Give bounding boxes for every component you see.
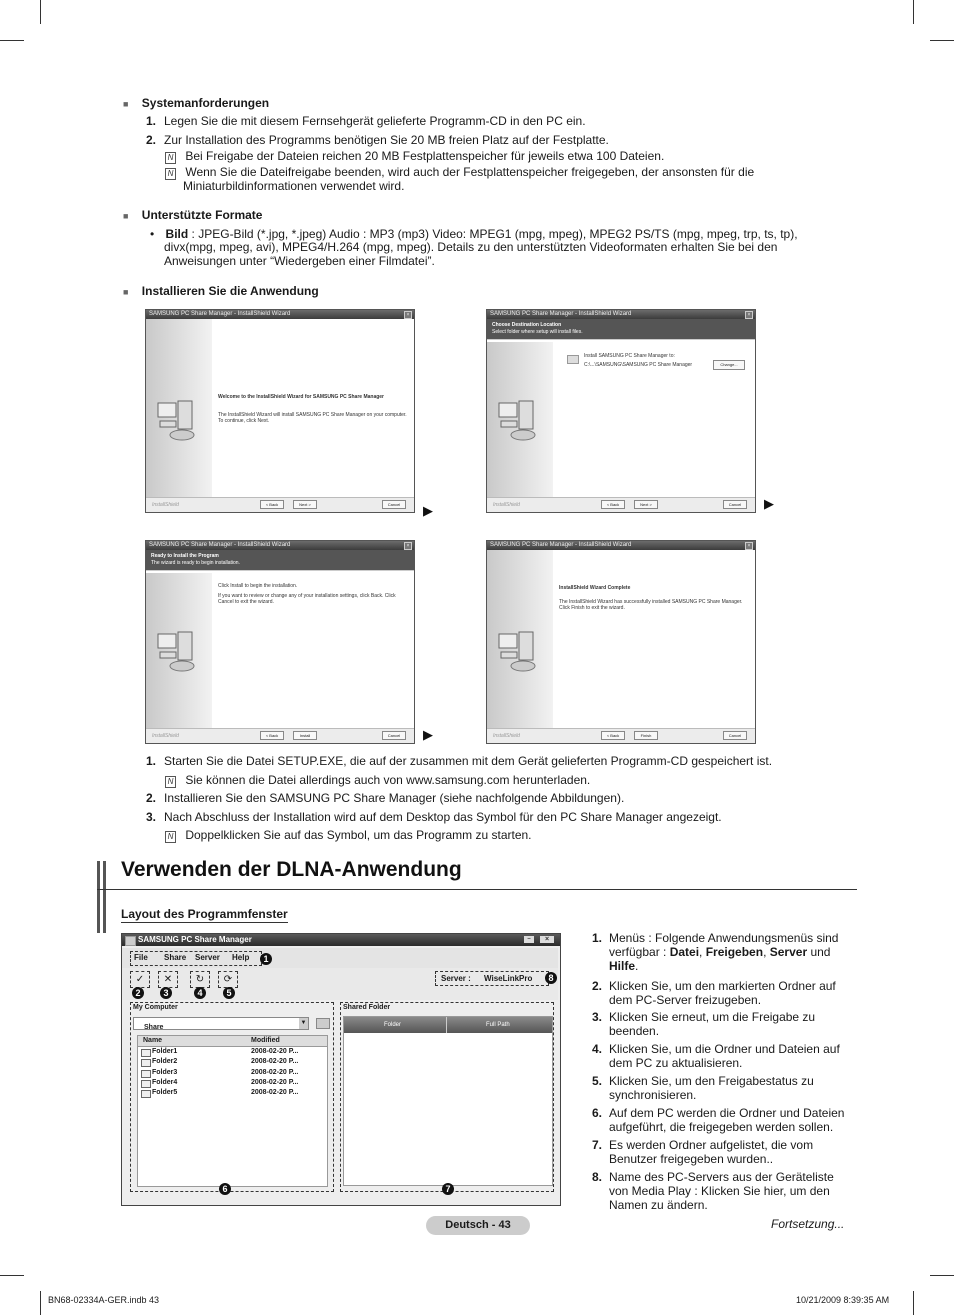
square-bullet-icon: ■ — [123, 287, 129, 297]
cancel-button[interactable]: Cancel — [382, 731, 406, 740]
column-modified[interactable]: Modified — [251, 1037, 280, 1044]
arrow-right-icon: ▶ — [423, 503, 433, 518]
note-icon: N — [165, 168, 176, 180]
finish-button[interactable]: Finish — [634, 731, 658, 740]
back-button[interactable]: < Back — [260, 731, 284, 740]
title-bar-accent — [97, 861, 100, 933]
arrow-right-icon: ▶ — [423, 727, 433, 742]
note-icon: N — [165, 152, 176, 164]
minimize-icon[interactable]: – — [524, 936, 534, 943]
footer-file: BN68-02334A-GER.indb 43 — [48, 1295, 160, 1305]
column-full-path[interactable]: Full Path — [486, 1022, 510, 1028]
installshield-logo: InstallShield — [152, 733, 179, 739]
format-line: divx(mpg, mpeg, avi), MPEG4/H.264 (mpg, mpeg). Details zu den unterstützten Videoformaten erhalten Sie bei den — [164, 240, 778, 254]
callout-4: 4 — [194, 987, 206, 999]
wizard-path: C:\...\SAMSUNG\SAMSUNG PC Share Manager — [584, 362, 693, 368]
app-icon — [125, 936, 136, 946]
app-titlebar: SAMSUNG PC Share Manager – × — [122, 934, 560, 946]
description-item: 8. Name des PC-Servers aus der Geräteliste von Media Play : Klicken Sie hier, um den Namen zu ändern. — [592, 1170, 834, 1212]
folder-modified: 2008-02-20 P... — [251, 1089, 299, 1097]
crop-mark — [40, 0, 41, 24]
list-item: 3. Nach Abschluss der Installation wird auf dem Desktop das Symbol für den PC Share Manager angezeigt. — [146, 810, 722, 824]
wizard-footer — [487, 497, 755, 512]
section-heading: ■ Installieren Sie die Anwendung — [123, 284, 319, 298]
table-row[interactable] — [138, 1068, 327, 1078]
table-row[interactable] — [138, 1057, 327, 1067]
crop-mark — [0, 40, 24, 41]
computer-icon — [154, 628, 200, 674]
folder-modified: 2008-02-20 P... — [251, 1048, 299, 1055]
format-line: • Bild : JPEG-Bild (*.jpg, *.jpeg) Audio : MP3 (mp3) Video: MPEG1 (mpg, mpeg), MPEG2 PS/TS (mpg, mpeg, trp, ts, tp), — [150, 227, 798, 241]
computer-icon — [495, 397, 541, 443]
refresh-icon[interactable]: ↻ — [190, 971, 210, 988]
wizard-destination-screenshot — [486, 309, 756, 513]
cancel-button[interactable]: Cancel — [723, 500, 747, 509]
wizard-header: Ready to Install the Program The wizard is ready to begin installation. — [146, 550, 414, 571]
callout-2: 2 — [132, 987, 144, 999]
folder-icon — [141, 1070, 151, 1078]
folder-icon — [141, 1059, 151, 1067]
page-title: Verwenden der DLNA-Anwendung — [121, 858, 462, 881]
close-icon: × — [745, 542, 753, 550]
computer-icon — [154, 397, 200, 443]
back-button[interactable]: < Back — [260, 500, 284, 509]
server-label: Server : — [441, 974, 471, 983]
wizard-text: Click Install to begin the installation. — [218, 583, 298, 589]
installshield-logo: InstallShield — [152, 502, 179, 508]
callout-7: 7 — [442, 1183, 454, 1195]
table-row[interactable] — [138, 1088, 327, 1098]
wizard-sidebar — [146, 573, 212, 729]
wizard-text: The InstallShield Wizard will install SAMSUNG PC Share Manager on your computer. To continue, click Next. — [218, 412, 407, 424]
description-item: 3. Klicken Sie erneut, um die Freigabe zu beenden. — [592, 1010, 816, 1038]
cancel-button[interactable]: Cancel — [382, 500, 406, 509]
list-item: 1. Legen Sie die mit diesem Fernsehgerät gelieferte Programm-CD in den PC ein. — [146, 114, 586, 128]
shared-list — [343, 1016, 553, 1186]
unshare-x-icon[interactable]: ✕ — [158, 971, 178, 988]
folder-name: Folder4 — [152, 1078, 178, 1086]
folder-icon — [141, 1090, 151, 1098]
note: N Wenn Sie die Dateifreigabe beenden, wird auch der Festplattenspeicher freigegeben, der ansonsten für die — [165, 165, 754, 180]
wizard-sidebar — [487, 342, 553, 498]
callout-5: 5 — [223, 987, 235, 999]
folder-modified: 2008-02-20 P... — [251, 1078, 299, 1086]
callout-3: 3 — [160, 987, 172, 999]
wizard-titlebar: SAMSUNG PC Share Manager - InstallShield Wizard × — [487, 310, 755, 319]
server-name[interactable]: WiseLinkPro — [484, 974, 533, 983]
crop-mark — [913, 0, 914, 24]
note-icon: N — [165, 831, 176, 843]
menu-server[interactable]: Server — [195, 953, 220, 962]
note: N Doppelklicken Sie auf das Symbol, um das Programm zu starten. — [165, 828, 532, 843]
folder-name: Folder3 — [152, 1068, 178, 1076]
page-number-badge: Deutsch - 43 — [426, 1216, 530, 1235]
bullet-icon: • — [150, 227, 155, 241]
crop-mark — [930, 40, 954, 41]
footer-date: 10/21/2009 8:39:35 AM — [796, 1295, 890, 1305]
wizard-welcome-screenshot — [145, 309, 415, 513]
section-heading: ■ Systemanforderungen — [123, 96, 270, 110]
section-heading: ■ Unterstützte Formate — [123, 208, 263, 222]
note: N Sie können die Datei allerdings auch von www.samsung.com herunterladen. — [165, 773, 590, 788]
description-item: 4. Klicken Sie, um die Ordner und Dateien auf dem PC zu aktualisieren. — [592, 1042, 840, 1070]
title-rule — [97, 889, 857, 890]
description-item: 1. Menüs : Folgende Anwendungsmenüs sind verfügbar : Datei, Freigeben, Server und Hilfe. — [592, 931, 839, 973]
continued-label: Fortsetzung... — [771, 1217, 845, 1231]
share-check-icon[interactable]: ✓ — [130, 971, 150, 988]
wizard-header: Choose Destination Location Select folder where setup will install files. — [487, 319, 755, 340]
folder-name: Folder1 — [152, 1048, 178, 1055]
square-bullet-icon: ■ — [123, 211, 129, 221]
close-icon: × — [745, 311, 753, 319]
folder-modified: 2008-02-20 P... — [251, 1058, 299, 1066]
column-name[interactable]: Name — [143, 1037, 163, 1044]
shared-list-header — [344, 1017, 552, 1033]
close-icon[interactable]: × — [540, 936, 554, 943]
folder-modified: 2008-02-20 P... — [251, 1068, 299, 1076]
table-row[interactable] — [138, 1047, 327, 1057]
folder-icon — [141, 1049, 151, 1057]
next-button[interactable]: Next > — [634, 500, 658, 509]
wizard-heading: InstallShield Wizard Complete — [559, 585, 631, 591]
pc-share-manager-screenshot — [121, 933, 561, 1206]
installshield-logo: InstallShield — [493, 733, 520, 739]
wizard-sidebar — [487, 550, 553, 729]
arrow-right-icon: ▶ — [764, 496, 774, 511]
folder-list — [137, 1035, 328, 1187]
change-button[interactable]: Change... — [713, 360, 745, 370]
my-computer-label: My Computer — [133, 1004, 178, 1011]
wizard-text: Install SAMSUNG PC Share Manager to: — [584, 353, 675, 359]
crop-mark — [930, 1275, 954, 1276]
sync-icon[interactable]: ⟳ — [218, 971, 238, 988]
close-icon: × — [404, 311, 412, 319]
folder-icon — [141, 1080, 151, 1088]
callout-8: 8 — [545, 972, 557, 984]
wizard-titlebar: SAMSUNG PC Share Manager - InstallShield Wizard × — [146, 541, 414, 550]
share-dropdown[interactable]: Share ▼ — [133, 1017, 309, 1030]
menu-file[interactable]: File — [134, 953, 148, 962]
format-line: Anweisungen unter “Wiedergeben einer Filmdatei”. — [164, 254, 435, 268]
callout-1: 1 — [260, 953, 272, 965]
folder-name: Folder2 — [152, 1058, 178, 1066]
wizard-text: The InstallShield Wizard has successfully installed SAMSUNG PC Share Manager. Click Finish to exit the wizard. — [559, 599, 743, 611]
description-item: 7. Es werden Ordner aufgelistet, die vom Benutzer freigegeben wurden.. — [592, 1138, 814, 1166]
folder-icon — [567, 355, 579, 364]
callout-6: 6 — [219, 1183, 231, 1195]
description-item: 2. Klicken Sie, um den markierten Ordner auf dem PC-Server freizugeben. — [592, 979, 836, 1007]
shared-folder-label: Shared Folder — [343, 1004, 391, 1011]
description-item: 5. Klicken Sie, um den Freigabestatus zu synchronisieren. — [592, 1074, 814, 1102]
crop-mark — [0, 1275, 24, 1276]
wizard-footer — [487, 728, 755, 743]
folder-up-icon[interactable] — [316, 1018, 330, 1029]
column-folder[interactable]: Folder — [384, 1022, 402, 1028]
list-item: 2. Zur Installation des Programms benötigen Sie 20 MB freien Platz auf der Festplatte. — [146, 133, 609, 147]
square-bullet-icon: ■ — [123, 99, 129, 109]
wizard-titlebar: SAMSUNG PC Share Manager - InstallShield Wizard × — [487, 541, 755, 550]
menu-share[interactable]: Share — [164, 953, 187, 962]
wizard-sidebar — [146, 319, 212, 498]
wizard-text: If you want to review or change any of your installation settings, click Back. Click Cancel to exit the wizard. — [218, 593, 396, 605]
wizard-footer — [146, 497, 414, 512]
back-button[interactable]: < Back — [601, 731, 625, 740]
wizard-footer — [146, 728, 414, 743]
note: N Bei Freigabe der Dateien reichen 20 MB Festplattenspeicher für jeweils etwa 100 Dateien. — [165, 149, 664, 164]
next-button[interactable]: Next > — [293, 500, 317, 509]
installshield-logo: InstallShield — [493, 502, 520, 508]
layout-heading: Layout des Programmfenster — [121, 907, 288, 921]
cancel-button[interactable]: Cancel — [723, 731, 747, 740]
list-item: 1. Starten Sie die Datei SETUP.EXE, die auf der zusammen mit dem Gerät gelieferten Programm-CD gespeichert ist. — [146, 754, 773, 768]
close-icon: × — [404, 542, 412, 550]
back-button[interactable]: < Back — [601, 500, 625, 509]
wizard-titlebar: SAMSUNG PC Share Manager - InstallShield Wizard × — [146, 310, 414, 319]
note-continued: Miniaturbildinformationen verwendet wird. — [183, 179, 405, 193]
title-bar-accent — [103, 861, 106, 933]
menu-help[interactable]: Help — [232, 953, 250, 962]
chevron-down-icon[interactable]: ▼ — [299, 1018, 308, 1029]
list-item: 2. Installieren Sie den SAMSUNG PC Share Manager (siehe nachfolgende Abbildungen). — [146, 791, 625, 805]
description-item: 6. Auf dem PC werden die Ordner und Dateien aufgeführt, die freigegeben werden sollen. — [592, 1106, 845, 1134]
wizard-complete-screenshot — [486, 540, 756, 744]
computer-icon — [495, 628, 541, 674]
list-header — [138, 1036, 327, 1047]
crop-mark — [40, 1291, 41, 1315]
folder-name: Folder5 — [152, 1089, 178, 1097]
table-row[interactable] — [138, 1078, 327, 1088]
wizard-ready-screenshot — [145, 540, 415, 744]
crop-mark — [913, 1291, 914, 1315]
wizard-heading: Welcome to the InstallShield Wizard for SAMSUNG PC Share Manager — [218, 394, 385, 400]
note-icon: N — [165, 776, 176, 788]
install-button[interactable]: Install — [293, 731, 317, 740]
